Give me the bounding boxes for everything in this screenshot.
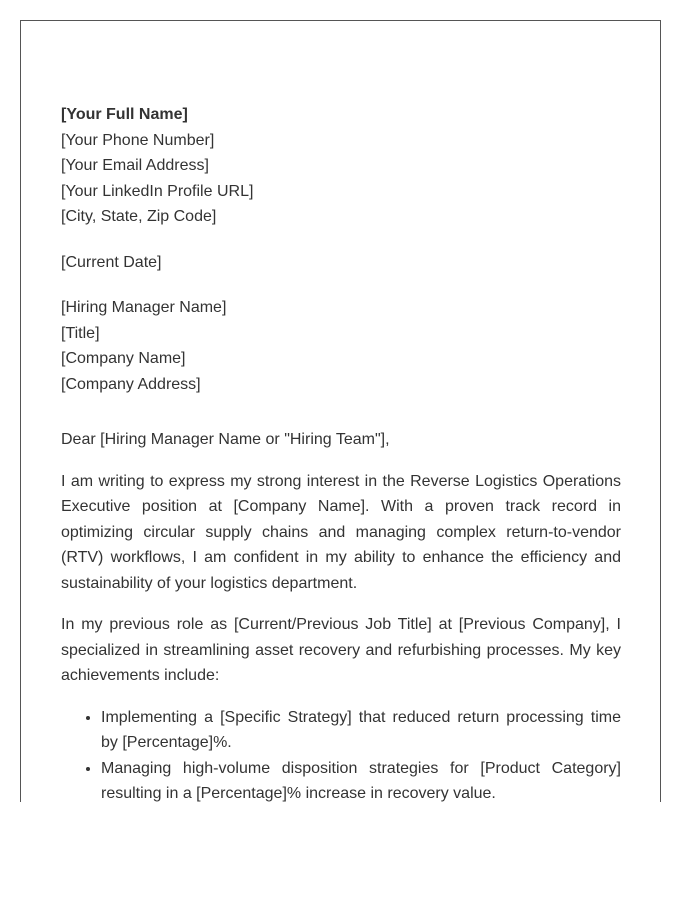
sender-linkedin: [Your LinkedIn Profile URL]	[61, 182, 254, 200]
date-block	[61, 250, 621, 276]
recipient-company: [Company Name]	[61, 350, 186, 367]
achievements-list	[61, 705, 621, 803]
recipient-block	[61, 295, 621, 397]
sender-email: [Your Email Address]	[61, 157, 209, 174]
sender-block	[61, 102, 621, 230]
achievement-item: • Implementing a [Specific Strategy] that reduced return processing time by [Percentage]%.	[101, 705, 621, 756]
document-page	[20, 20, 661, 802]
sender-location: [City, State, Zip Code]	[61, 208, 217, 225]
salutation: Dear [Hiring Manager Name or "Hiring Team"],	[61, 431, 390, 448]
sender-phone: [Your Phone Number]	[61, 131, 215, 149]
recipient-name: [Hiring Manager Name]	[61, 299, 227, 316]
body-paragraph-1: I am writing to express my strong interest in the Reverse Logistics Operations Executive position at [Company Name]. With a proven track record in optimizing circular supply chains and managing complex return-to-vendor (RTV) workflows, I am confident in my ability to enhance the efficiency and sustainability of your logistics department.	[61, 472, 621, 592]
body-paragraph-2: In my previous role as [Current/Previous Job Title] at [Previous Company], I specialized in streamlining asset recovery and refurbishing processes. My key achievements include:	[61, 616, 621, 684]
recipient-address: [Company Address]	[61, 375, 201, 393]
recipient-title: [Title]	[61, 324, 100, 342]
cover-letter-content	[61, 102, 621, 802]
salutation-block	[61, 427, 621, 453]
letter-date: [Current Date]	[61, 253, 162, 271]
achievement-item: • Managing high-volume disposition strategies for [Product Category] resulting in a [Percentage]% increase in recovery value.	[101, 756, 621, 803]
sender-full-name: [Your Full Name]	[61, 106, 188, 123]
